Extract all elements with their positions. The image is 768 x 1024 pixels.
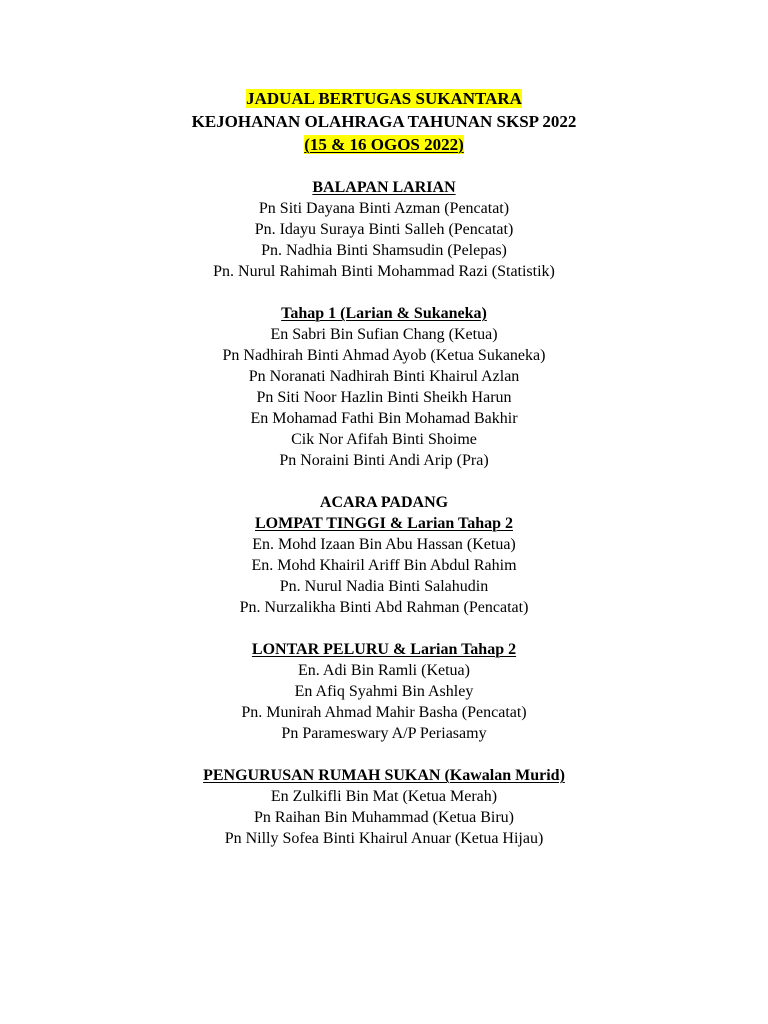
title-line-1: JADUAL BERTUGAS SUKANTARA [246, 89, 522, 108]
list-item: En Zulkifli Bin Mat (Ketua Merah) [270, 788, 498, 805]
spacer [0, 618, 768, 639]
list-item: En Afiq Syahmi Bin Ashley [294, 683, 474, 700]
subsection-heading [0, 513, 768, 534]
list-item: En. Mohd Khairil Ariff Bin Abdul Rahim [251, 557, 517, 574]
subsection-heading-text: LOMPAT TINGGI & Larian Tahap 2 [255, 515, 513, 532]
document-title [0, 87, 768, 110]
list-item: Pn Nadhirah Binti Ahmad Ayob (Ketua Sukaneka) [222, 347, 546, 364]
section-heading-text: PENGURUSAN RUMAH SUKAN (Kawalan Murid) [203, 767, 565, 784]
section-balapan-larian [0, 177, 768, 282]
spacer [0, 744, 768, 765]
list-item: En. Adi Bin Ramli (Ketua) [298, 662, 470, 679]
list-item: En Mohamad Fathi Bin Mohamad Bakhir [250, 410, 518, 427]
section-heading [0, 765, 768, 786]
spacer [0, 156, 768, 177]
section-heading: BALAPAN LARIAN [312, 179, 456, 196]
list-item: Pn. Nurzalikha Binti Abd Rahman (Pencatat) [239, 599, 529, 616]
event-title [0, 110, 768, 133]
spacer [0, 471, 768, 492]
list-item: Pn Siti Dayana Binti Azman (Pencatat) [258, 200, 510, 217]
list-item: En. Mohd Izaan Bin Abu Hassan (Ketua) [252, 536, 516, 553]
list-item: Pn Parameswary A/P Periasamy [281, 725, 487, 742]
list-item: Pn Nilly Sofea Binti Khairul Anuar (Ketua Hijau) [224, 830, 544, 847]
duty-roster [0, 87, 768, 849]
section-heading-text: Tahap 1 (Larian & Sukaneka) [281, 305, 487, 322]
title-line-3: (15 & 16 OGOS 2022) [304, 135, 464, 154]
subsection-heading [0, 639, 768, 660]
event-dates [0, 133, 768, 156]
list-item: Cik Nor Afifah Binti Shoime [291, 431, 477, 448]
list-item: Pn. Idayu Suraya Binti Salleh (Pencatat) [254, 221, 514, 238]
list-item: En Sabri Bin Sufian Chang (Ketua) [270, 326, 498, 343]
list-item: Pn Raihan Bin Muhammad (Ketua Biru) [254, 809, 514, 826]
list-item: Pn Noranati Nadhirah Binti Khairul Azlan [248, 368, 520, 385]
section-rumah-sukan [0, 765, 768, 849]
section-heading: ACARA PADANG [319, 494, 449, 511]
section-tahap-1 [0, 303, 768, 471]
subsection-heading-text: LONTAR PELURU & Larian Tahap 2 [251, 641, 517, 658]
list-item: Pn Noraini Binti Andi Arip (Pra) [279, 452, 489, 469]
list-item: Pn. Nurul Rahimah Binti Mohammad Razi (Statistik) [213, 263, 555, 280]
section-heading [0, 303, 768, 324]
list-item: Pn. Munirah Ahmad Mahir Basha (Pencatat) [241, 704, 527, 721]
list-item: Pn. Nadhia Binti Shamsudin (Pelepas) [261, 242, 507, 259]
list-item: Pn Siti Noor Hazlin Binti Sheikh Harun [256, 389, 512, 406]
section-acara-padang [0, 492, 768, 744]
title-line-2: KEJOHANAN OLAHRAGA TAHUNAN SKSP 2022 [191, 112, 577, 131]
list-item: Pn. Nurul Nadia Binti Salahudin [279, 578, 489, 595]
spacer [0, 282, 768, 303]
